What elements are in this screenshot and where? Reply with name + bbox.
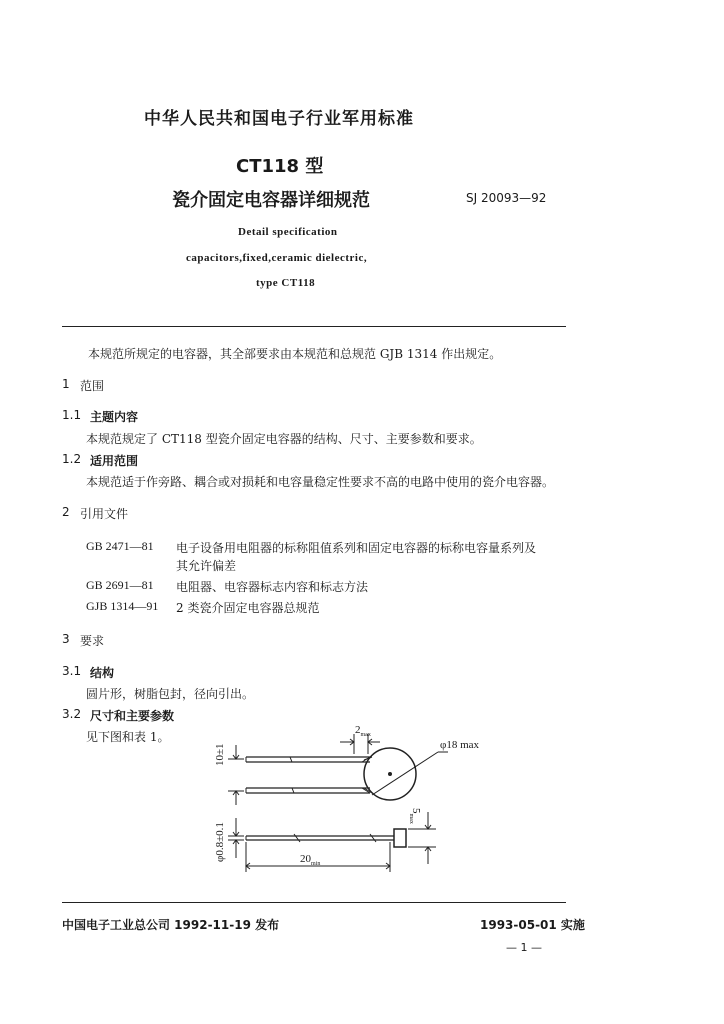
reference-code: GB 2691—81 bbox=[86, 578, 154, 592]
title-en-line-1: Detail specification bbox=[238, 226, 338, 238]
reference-title-continued: 其允许偏差 bbox=[176, 559, 237, 573]
section-3-2-title: 尺寸和主要参数 bbox=[90, 709, 175, 723]
document-title-cn: 瓷介固定电容器详细规范 bbox=[172, 190, 370, 211]
section-1-title: 范围 bbox=[80, 379, 105, 393]
dim-pitch-label: 10±1 bbox=[214, 743, 226, 766]
publisher-line: 中国电子工业总公司 1992-11-19 发布 bbox=[62, 918, 280, 932]
section-3-title: 要求 bbox=[80, 634, 105, 648]
section-1-2-body: 本规范适于作旁路、耦合或对损耗和电容量稳定性要求不高的电路中使用的瓷介电容器。 bbox=[86, 475, 555, 489]
reference-code: GJB 1314—91 bbox=[86, 599, 159, 613]
reference-title: 2 类瓷介固定电容器总规范 bbox=[176, 601, 320, 615]
section-1-2-title: 适用范围 bbox=[90, 454, 139, 468]
page-number: — 1 — bbox=[506, 941, 542, 954]
section-3-2-body: 见下图和表 1。 bbox=[86, 730, 170, 744]
dim-lead-length-label: $20_{min}$ bbox=[300, 853, 321, 868]
dim-thickness-label: $5_{max}$ bbox=[407, 808, 422, 824]
section-1-1-title: 主题内容 bbox=[90, 410, 139, 424]
effective-date: 1993-05-01 实施 bbox=[480, 918, 585, 932]
section-1-2-number: 1.2 bbox=[62, 452, 82, 466]
section-1-number: 1 bbox=[62, 377, 70, 391]
intro-paragraph: 本规范所规定的电容器，其全部要求由本规范和总规范 GJB 1314 作出规定。 bbox=[88, 347, 502, 361]
section-2-number: 2 bbox=[62, 505, 70, 519]
section-3-number: 3 bbox=[62, 632, 70, 646]
standard-number: SJ 20093—92 bbox=[466, 191, 547, 205]
section-3-2-number: 3.2 bbox=[62, 707, 82, 721]
section-3-1-body: 圆片形，树脂包封，径向引出。 bbox=[86, 687, 255, 701]
section-1-1-body: 本规范规定了 CT118 型瓷介固定电容器的结构、尺寸、主要参数和要求。 bbox=[86, 432, 482, 446]
dim-lead-dia-label: φ0.8±0.1 bbox=[214, 822, 226, 862]
reference-title: 电阻器、电容器标志内容和标志方法 bbox=[176, 580, 369, 594]
title-en-line-2: capacitors,fixed,ceramic dielectric, bbox=[186, 252, 368, 264]
reference-title: 电子设备用电阻器的标称阻值系列和固定电容器的标称电容量系列及 bbox=[176, 541, 537, 555]
section-2-title: 引用文件 bbox=[80, 507, 129, 521]
footer-divider bbox=[62, 902, 566, 903]
org-standard-title: 中华人民共和国电子行业军用标准 bbox=[144, 109, 414, 129]
dim-diameter-label: φ18 max bbox=[440, 739, 480, 751]
type-line: CT118 型 bbox=[236, 156, 324, 177]
dim-lead-spacing-label: $2_{max}$ bbox=[355, 724, 371, 739]
section-1-1-number: 1.1 bbox=[62, 408, 82, 422]
title-en-line-3: type CT118 bbox=[256, 277, 316, 289]
reference-code: GB 2471—81 bbox=[86, 539, 154, 553]
section-3-1-title: 结构 bbox=[90, 666, 115, 680]
section-3-1-number: 3.1 bbox=[62, 664, 82, 678]
